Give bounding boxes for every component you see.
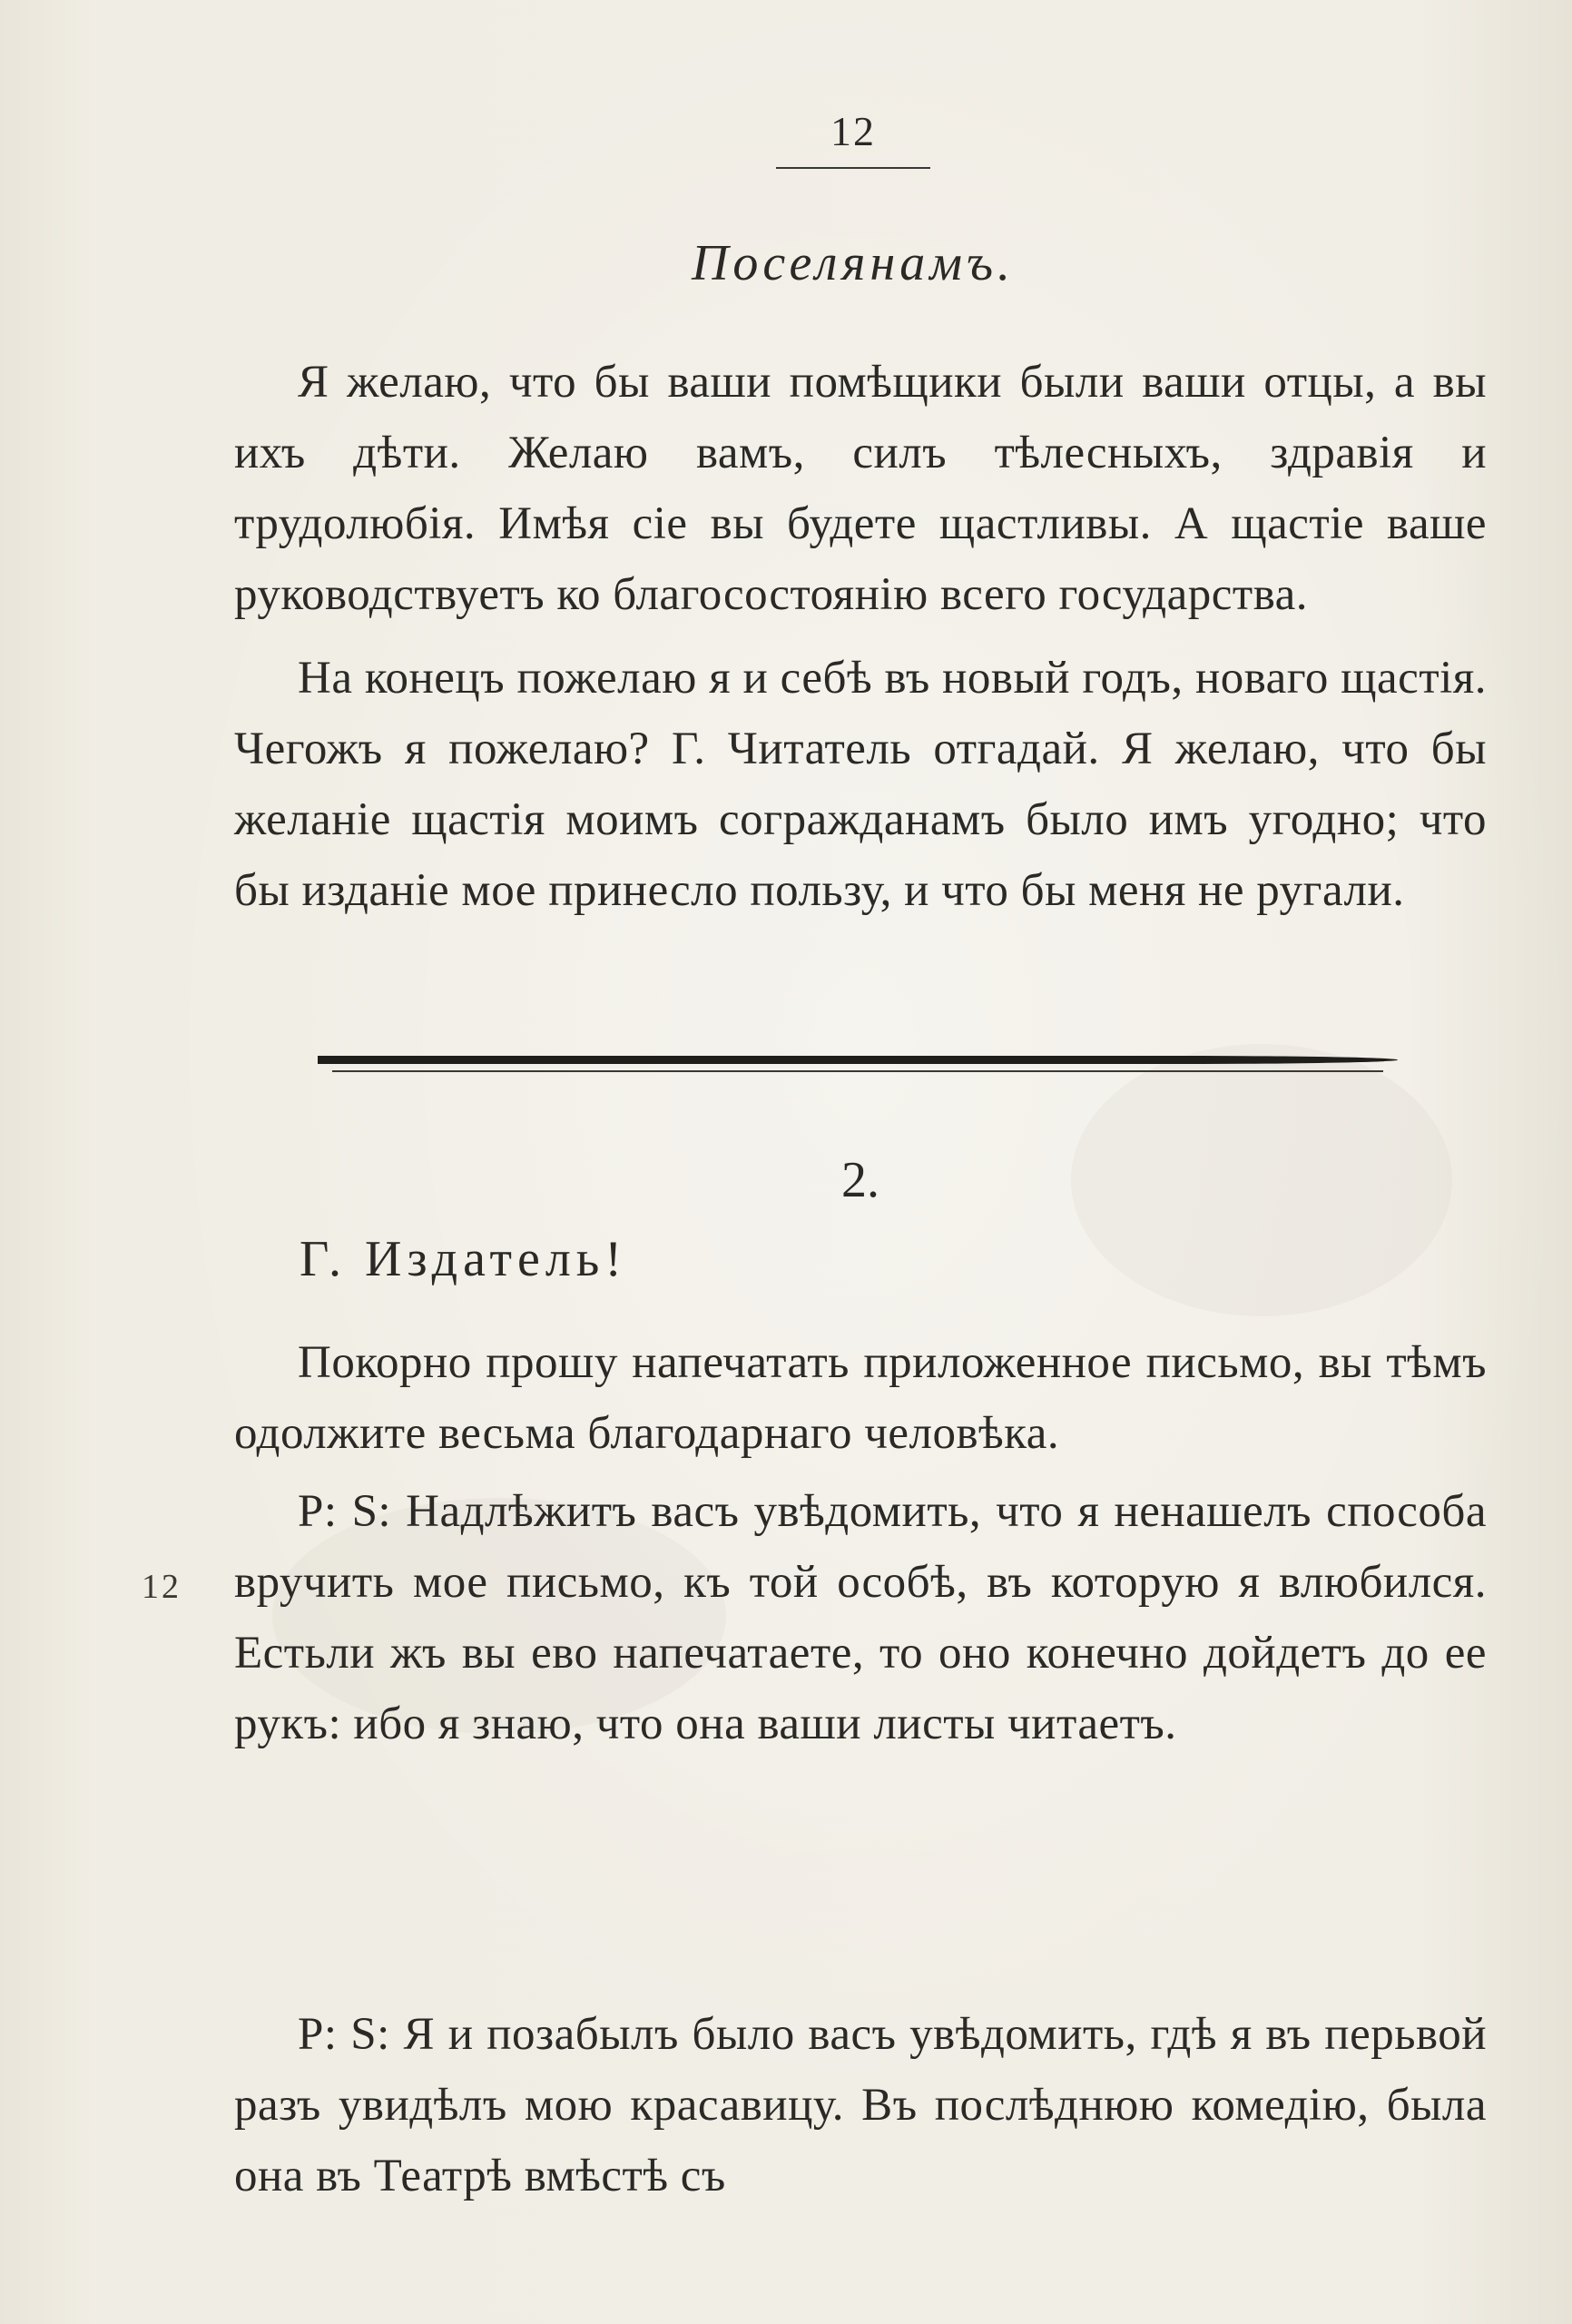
letter-postscript [234, 1999, 1487, 2211]
paragraph: P: S: Я и позабылъ было васъ увѣдомить, гдѣ я въ перьвой разъ увидѣлъ мою красавицу. Въ послѣднюю комедію, была она въ Театрѣ вмѣстѣ съ [234, 2009, 1487, 2201]
letter-salutation: Г. Издатель! [300, 1231, 627, 1287]
margin-page-note: 12 [142, 1568, 182, 1606]
section-body [234, 347, 1487, 926]
paragraph: На конецъ пожелаю я и себѣ въ новый годъ, новаго щастія. Чегожъ я пожелаю? Г. Читатель отгадай. Я желаю, что бы желаніе щастія моимъ согражданамъ было имъ угодно; что бы изданіе мое принесло пользу, и что бы меня не ругали. [234, 653, 1487, 916]
divider-thin-rule [332, 1070, 1383, 1072]
section-heading: Поселянамъ. [691, 235, 1016, 291]
divider-thick-rule [318, 1056, 1398, 1064]
letter-body [234, 1327, 1487, 1759]
paragraph: Я желаю, что бы ваши помѣщики были ваши отцы, а вы ихъ дѣти. Желаю вамъ, силъ тѣлесныхъ, здравія и трудолюбія. Имѣя сіе вы будете щастливы. А щастіе ваше руководствуетъ ко благосостоянію всего государства. [234, 357, 1487, 620]
paragraph: Покорно прошу напечатать приложенное письмо, вы тѣмъ одолжите весьма благодарнаго человѣка. [234, 1337, 1487, 1459]
letter-number: 2. [841, 1152, 879, 1208]
page-number-rule [776, 167, 930, 169]
page-number: 12 [830, 108, 876, 154]
ornamental-divider [318, 1056, 1398, 1072]
paragraph: P: S: Надлѣжитъ васъ увѣдомить, что я ненашелъ способа вручить мое письмо, къ той особѣ, въ которую я влюбился. Естьли жъ вы ево напечатаете, то оно конечно дойдетъ до ее рукъ: ибо я знаю, что она ваши листы читаетъ. [234, 1486, 1487, 1749]
